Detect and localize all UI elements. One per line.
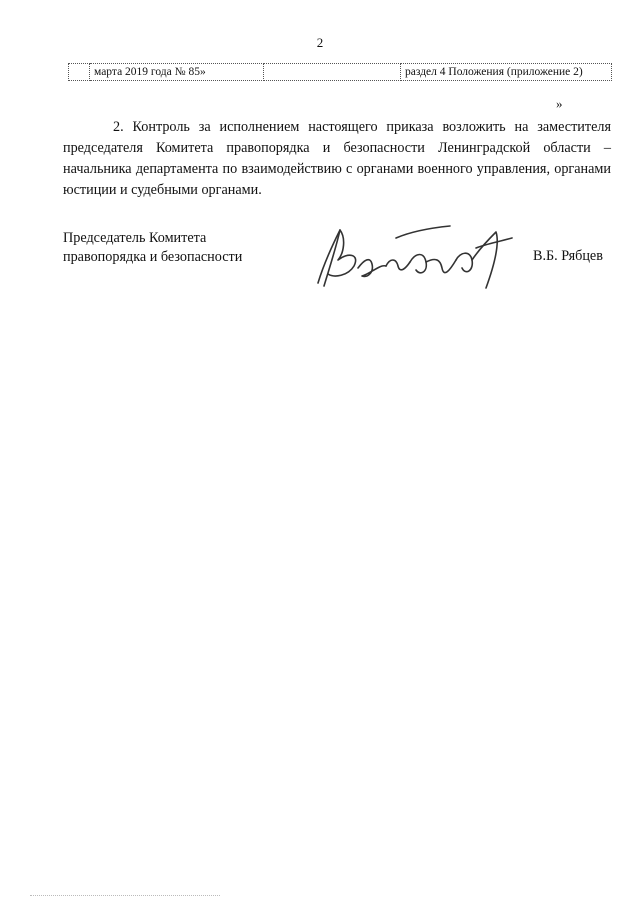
signatory-title-line-2: правопорядка и безопасности [63,249,243,265]
table-cell-section: раздел 4 Положения (приложение 2) [401,64,612,81]
footer-divider [30,895,220,896]
document-table [68,63,612,81]
signatory-title [63,229,242,267]
signatory-title-line-1: Председатель Комитета [63,230,207,246]
handwritten-signature [300,208,530,303]
table-cell-empty [264,64,401,81]
control-paragraph: 2. Контроль за исполнением настоящего приказа возложить на заместителя председателя Комитета правопорядка и безопасности Ленинградской области – начальника департамента по взаимодействию с органами военного управления, органами юстиции и судебными органами. [63,119,611,198]
signatory-name: В.Б. Рябцев [533,248,603,264]
table-cell-index [69,64,90,81]
page-number: 2 [316,35,324,50]
table-cell-reference: марта 2019 года № 85» [90,64,264,81]
table-row [69,64,612,81]
closing-quote: » [556,96,563,111]
